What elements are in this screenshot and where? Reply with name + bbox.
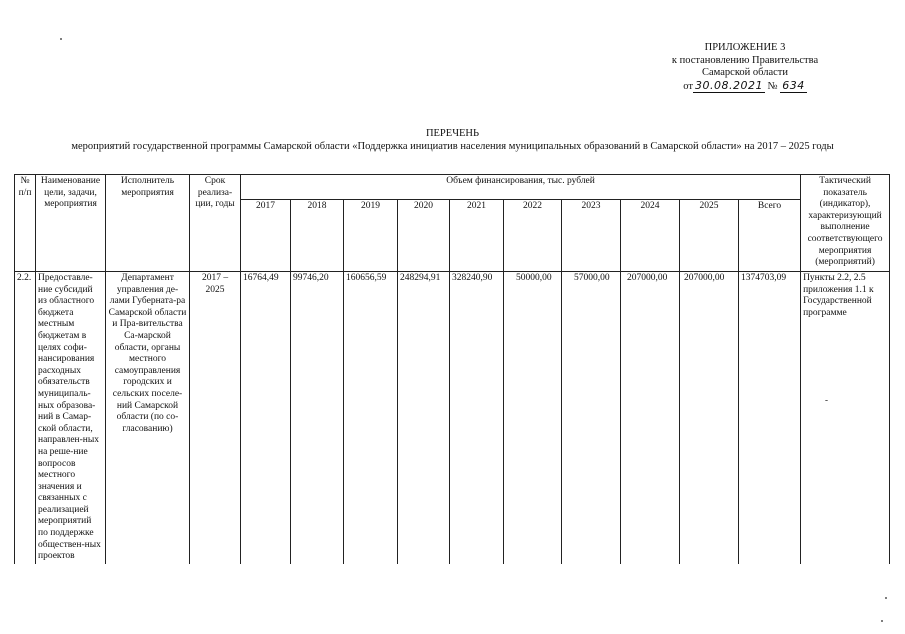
row-number: 2.2. [15,272,36,564]
row-indicator: Пункты 2.2, 2.5 приложения 1.1 к Государственной программе [801,272,890,564]
appendix-title: ПРИЛОЖЕНИЕ 3 [704,42,786,53]
header-indicator: Тактический показатель (индикатор), характеризующий выполнение соответствующего мероприятия (мероприятий) [801,175,890,272]
row-executor: Департамент управления де-лами Губерната-ра Самарской области и Пра-вительства Са-марской области, органы местного самоуправления городских и сельских поселе-ний Самарской области (по со-гласованию) [106,272,190,564]
year-header: 2023 [562,200,621,272]
appendix-line-decree: к постановлению Правительства [671,54,819,66]
value-2021: 328240,90 [450,272,504,564]
year-header: 2017 [241,200,291,272]
scan-speck [60,38,62,40]
year-header: 2018 [291,200,344,272]
value-total: 1374703,09 [739,272,801,564]
document-heading: ПЕРЕЧЕНЬ [425,128,480,139]
number-prefix: № [767,80,778,92]
value-2017: 16764,49 [241,272,291,564]
table-row [15,272,890,564]
financing-table [14,174,890,564]
year-header: 2020 [398,200,450,272]
scan-speck [825,400,828,401]
year-header: 2021 [450,200,504,272]
value-2020: 248294,91 [398,272,450,564]
year-header: 2019 [344,200,398,272]
date-prefix: от [683,80,693,92]
value-2023: 57000,00 [562,272,621,564]
value-2022: 50000,00 [504,272,562,564]
appendix-line-region: Самарской области [702,67,788,78]
header-name: Наименование цели, задачи, мероприятия [36,175,106,272]
total-header: Всего [739,200,801,272]
scan-speck [881,620,883,622]
header-num: № п/п [15,175,36,272]
header-row-top [15,175,890,200]
value-2025: 207000,00 [680,272,739,564]
row-term: 2017 – 2025 [190,272,241,564]
value-2018: 99746,20 [291,272,344,564]
appendix-block [645,42,845,93]
year-header: 2025 [680,200,739,272]
row-measure-name: Предоставле-ние субсидий из областного бюджета местным бюджетам в целях софи-нансирования расходных обязательств муниципаль-ных образова-ний в Самар-ской области, направлен-ных на реше-ние вопросов местного значения и связанных с реализацией мероприятий по поддержке обществен-ных проектов [36,272,106,564]
year-header: 2022 [504,200,562,272]
value-2024: 207000,00 [621,272,680,564]
header-financing: Объем финансирования, тыс. рублей [241,175,801,200]
handwritten-number: 634 [782,78,805,92]
header-term: Срок реализа-ции, годы [190,175,241,272]
value-2019: 160656,59 [344,272,398,564]
document-title-block [0,127,905,153]
header-executor: Исполнитель мероприятия [106,175,190,272]
document-subtitle: мероприятий государственной программы Самарской области «Поддержка инициатив населения муниципальных образований в Самарской области» на 2017 – 2025 годы [71,141,834,152]
appendix-date-line [645,80,845,94]
year-header: 2024 [621,200,680,272]
handwritten-date: 30.08.2021 [694,78,763,92]
scan-speck [885,597,887,599]
